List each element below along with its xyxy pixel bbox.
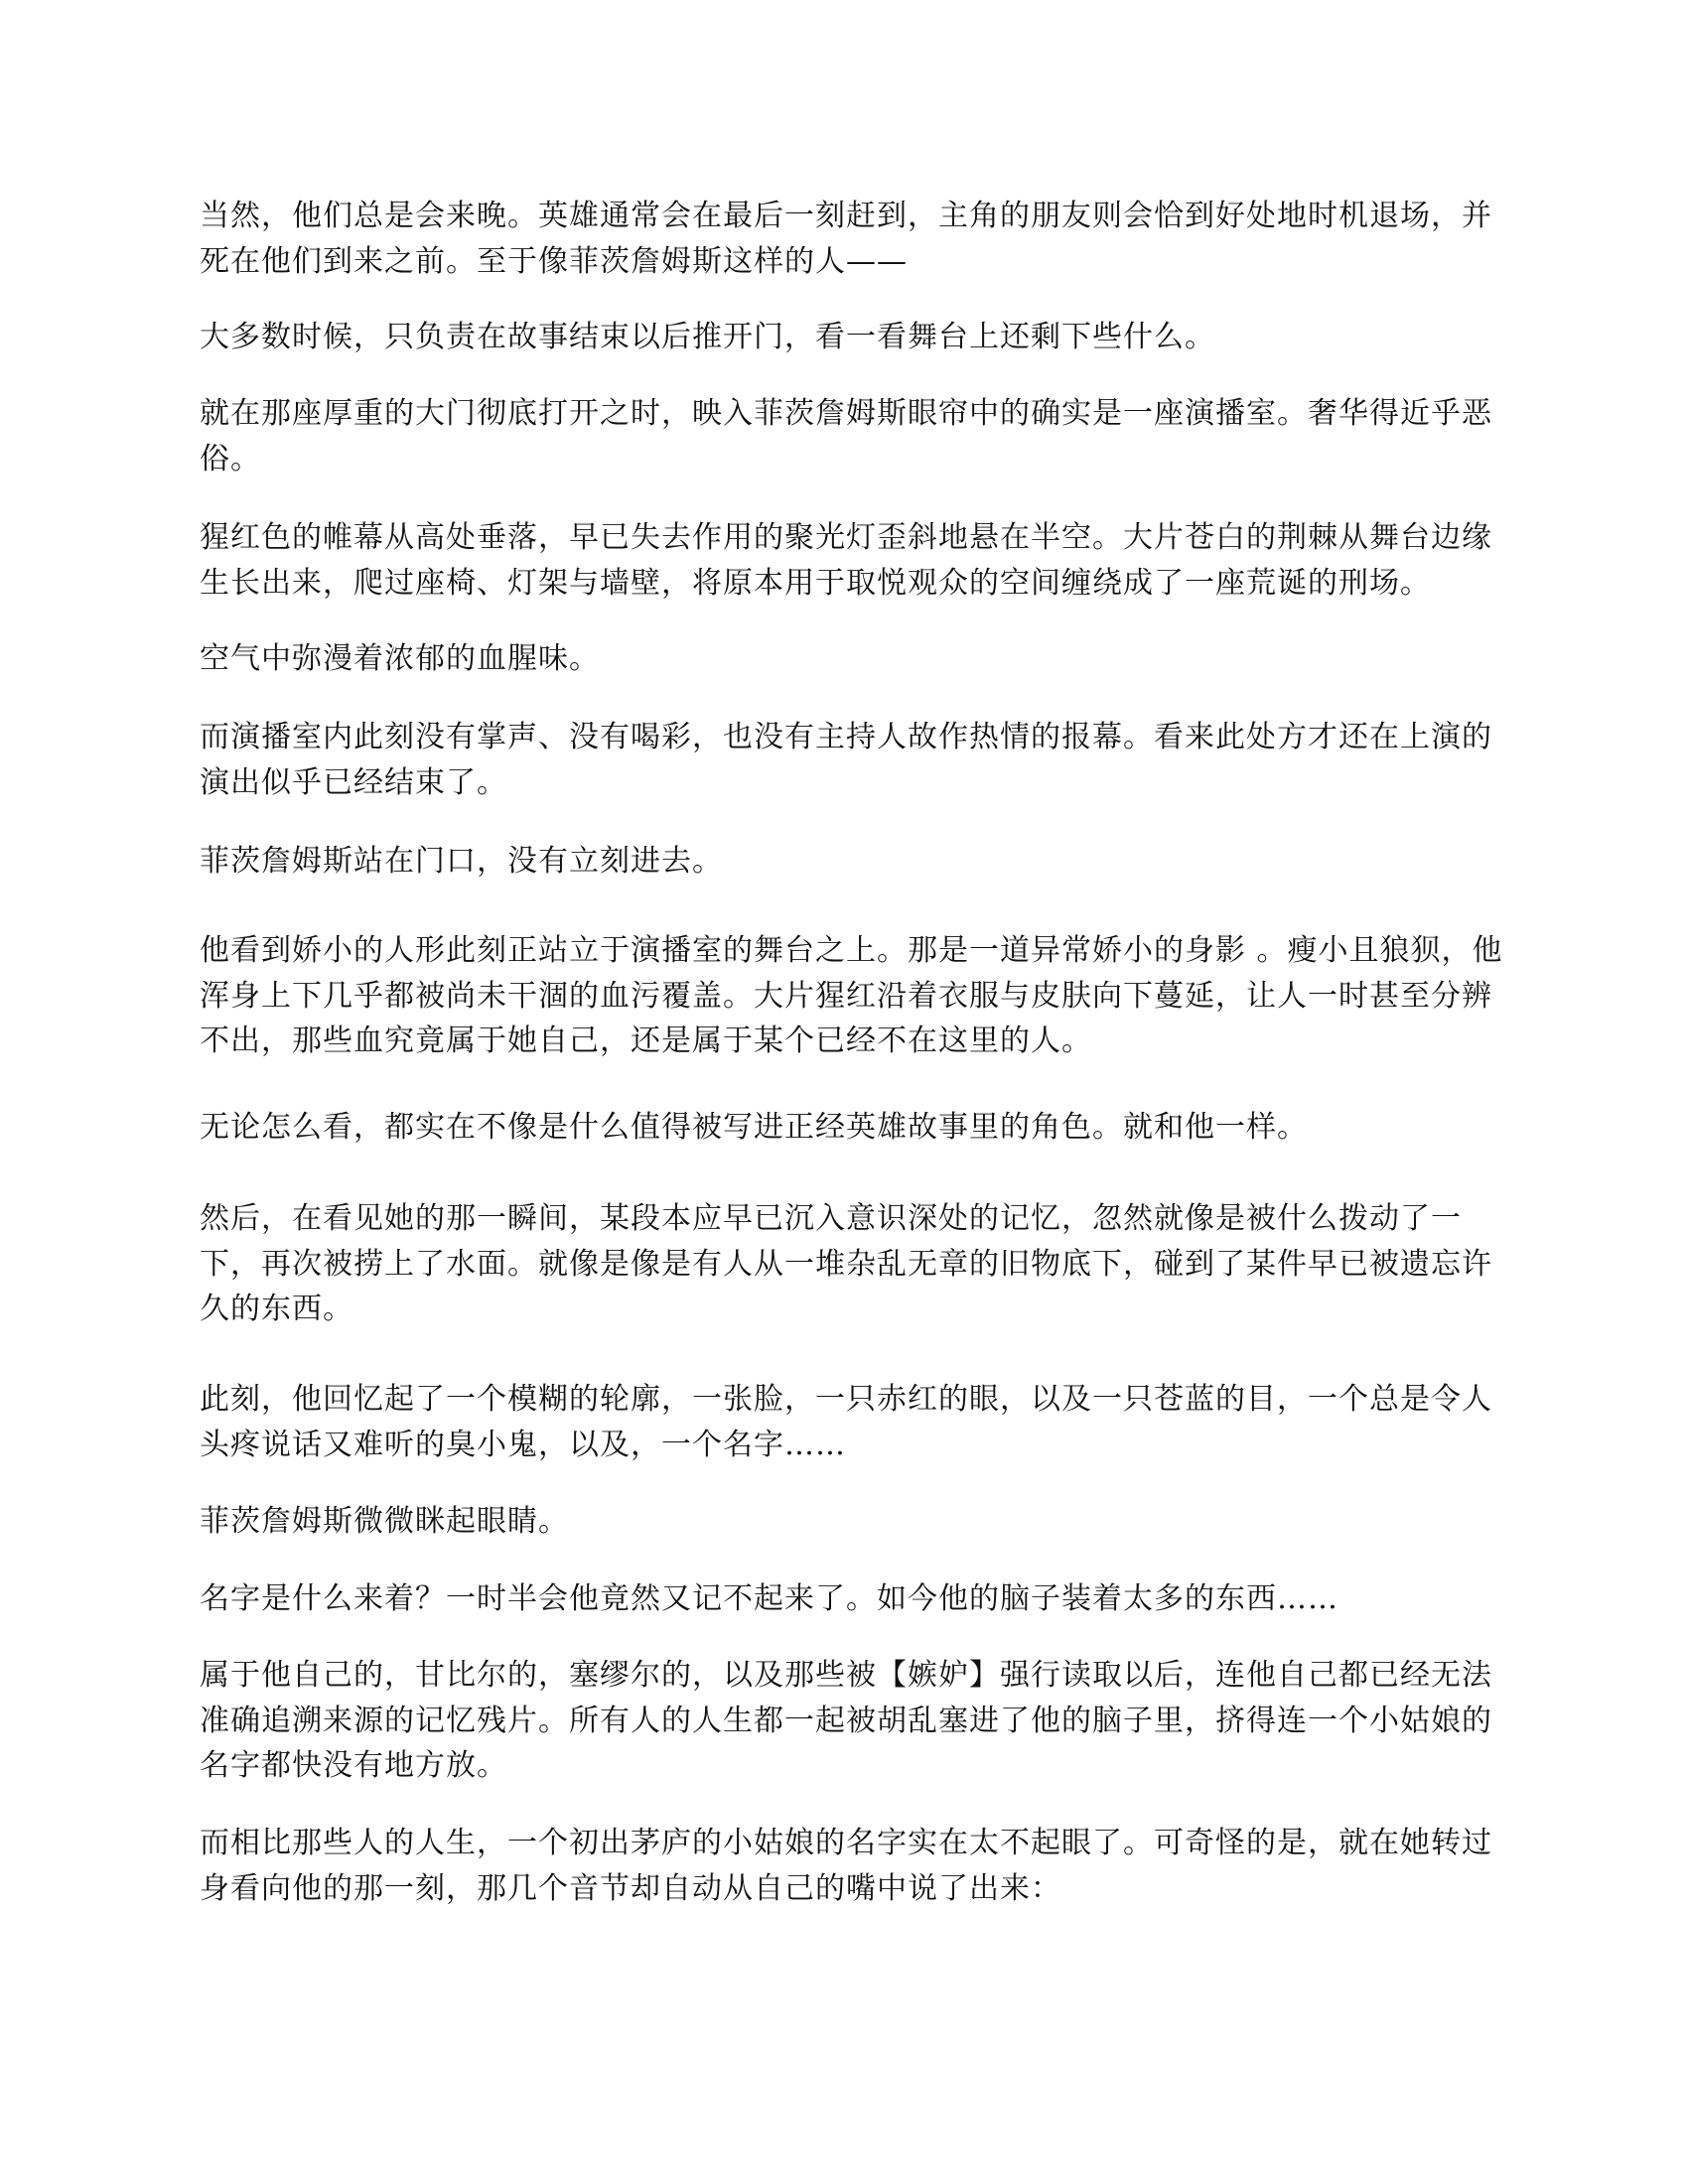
paragraph (200, 928, 1503, 1064)
paragraph (200, 1653, 1490, 1789)
text-line: 俗。 (200, 441, 261, 477)
text-line: 大多数时候，只负责在故事结束以后推开门，看一看舞台上还剩下些什么。 (200, 320, 1215, 354)
text-line: 而演播室内此刻没有掌声、没有喝彩，也没有主持人故作热情的报幕。看来此处方才还在上演的 (200, 720, 1492, 754)
text-line: 猩红色的帷幕从高处垂落，早已失去作用的聚光灯歪斜地悬在半空。大片苍白的荆棘从舞台边缘 (200, 520, 1492, 555)
text-line: 属于他自己的，甘比尔的，塞缪尔的，以及那些被【嫉妒】强行读取以后，连他自己都已经无法 (200, 1658, 1492, 1693)
paragraph (200, 315, 1490, 360)
text-line: 无论怎么看，都实在不像是什么值得被写进正经英雄故事里的角色。就和他一样。 (200, 1110, 1308, 1145)
paragraph (200, 391, 1490, 481)
paragraph (200, 1576, 1490, 1622)
paragraph (200, 1377, 1490, 1467)
text-line: 身看向他的那一刻，那几个音节却自动从自己的嘴中说了出来： (200, 1870, 1061, 1906)
text-line: 准确追溯来源的记忆残片。所有人的人生都一起被胡乱塞进了他的脑子里，挤得连一个小姑娘的 (200, 1703, 1492, 1738)
text-line: 演出似乎已经结束了。 (200, 764, 507, 800)
paragraph (200, 839, 1490, 885)
paragraph (200, 515, 1490, 606)
text-line: 不出，那些血究竟属于她自己，还是属于某个已经不在这里的人。 (200, 1024, 1092, 1058)
text-line: 浑身上下几乎都被尚未干涸的血污覆盖。大片猩红沿着衣服与皮肤向下蔓延，让人一时甚至分辨 (200, 978, 1492, 1014)
text-line: 生长出来，爬过座椅、灯架与墙壁，将原本用于取悦观众的空间缠绕成了一座荒诞的刑场。 (200, 565, 1431, 601)
text-line: 然后，在看见她的那一瞬间，某段本应早已沉入意识深处的记忆，忽然就像是被什么拨动了一 (200, 1201, 1462, 1236)
text-line: 空气中弥漫着浓郁的血腥味。 (200, 641, 600, 676)
text-line: 名字都快没有地方放。 (200, 1748, 507, 1783)
paragraph (200, 715, 1490, 805)
paragraph (200, 1196, 1490, 1332)
text-line: 他看到娇小的人形此刻正站立于演播室的舞台之上。那是一道异常娇小的身影 。瘦小且狼狈，他 (200, 933, 1503, 968)
text-line: 名字是什么来着？一时半会他竟然又记不起来了。如今他的脑子装着太多的东西…… (200, 1581, 1338, 1616)
text-line: 菲茨詹姆斯站在门口，没有立刻进去。 (200, 844, 723, 879)
paragraph (200, 1821, 1490, 1911)
paragraph (200, 194, 1490, 284)
text-line: 就在那座厚重的大门彻底打开之时，映入菲茨詹姆斯眼帘中的确实是一座演播室。奢华得近乎恶 (200, 396, 1492, 431)
text-line: 死在他们到来之前。至于像菲茨詹姆斯这样的人—— (200, 243, 908, 279)
text-line: 菲茨詹姆斯微微眯起眼睛。 (200, 1504, 569, 1539)
text-line: 下，再次被捞上了水面。就像是像是有人从一堆杂乱无章的旧物底下，碰到了某件早已被遗忘许 (200, 1246, 1492, 1282)
paragraph (200, 1499, 1490, 1545)
text-line: 当然，他们总是会来晚。英雄通常会在最后一刻赶到，主角的朋友则会恰到好处地时机退场，并 (200, 199, 1492, 233)
text-line: 而相比那些人的人生，一个初出茅庐的小姑娘的名字实在太不起眼了。可奇怪的是，就在她转过 (200, 1826, 1492, 1860)
text-line: 此刻，他回忆起了一个模糊的轮廓，一张脸，一只赤红的眼，以及一只苍蓝的目，一个总是令人 (200, 1382, 1492, 1417)
paragraph (200, 1105, 1490, 1151)
text-line: 头疼说话又难听的臭小鬼，以及，一个名字…… (200, 1427, 846, 1462)
text-line: 久的东西。 (200, 1292, 353, 1326)
paragraph (200, 636, 1490, 682)
